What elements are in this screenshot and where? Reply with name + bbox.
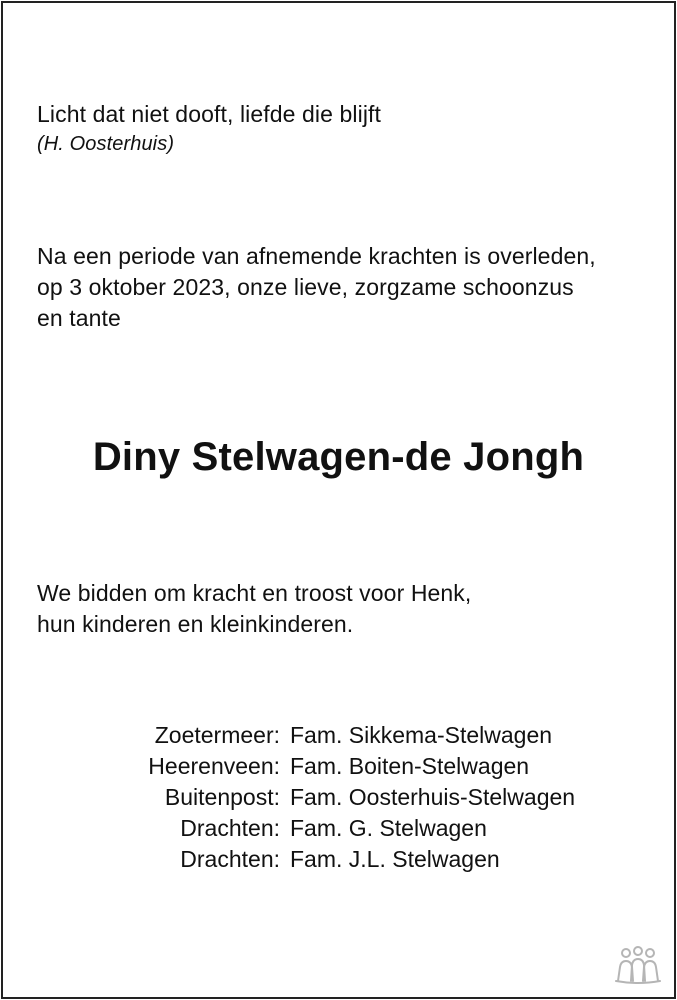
quote-author: (H. Oosterhuis)	[37, 133, 175, 155]
family-place: Drachten:	[180, 846, 280, 872]
announcement-frame	[1, 1, 676, 999]
people-group-icon	[612, 945, 664, 985]
family-row	[3, 782, 677, 813]
family-name: Fam. Boiten-Stelwagen	[290, 753, 530, 779]
intro-line: en tante	[37, 305, 121, 331]
family-place: Drachten:	[180, 815, 280, 841]
quote-text: Licht dat niet dooft, liefde die blijft	[37, 101, 382, 127]
intro-line: Na een periode van afnemende krachten is overleden,	[37, 243, 596, 269]
family-row	[3, 813, 677, 844]
family-row	[3, 720, 677, 751]
deceased-name: Diny Stelwagen-de Jongh	[92, 435, 585, 479]
family-list	[3, 720, 677, 875]
intro-paragraph	[37, 241, 596, 334]
family-name: Fam. G. Stelwagen	[290, 815, 487, 841]
family-name: Fam. Sikkema-Stelwagen	[290, 722, 553, 748]
quote-block	[37, 99, 381, 158]
closing-line: We bidden om kracht en troost voor Henk,	[37, 580, 472, 606]
family-name: Fam. J.L. Stelwagen	[290, 846, 500, 872]
closing-paragraph	[37, 578, 471, 640]
closing-line: hun kinderen en kleinkinderen.	[37, 611, 354, 637]
intro-line: op 3 oktober 2023, onze lieve, zorgzame schoonzus	[37, 274, 574, 300]
family-name: Fam. Oosterhuis-Stelwagen	[290, 784, 576, 810]
family-place: Zoetermeer:	[154, 722, 280, 748]
family-row	[3, 844, 677, 875]
family-place: Heerenveen:	[148, 753, 280, 779]
family-place: Buitenpost:	[164, 784, 280, 810]
family-row	[3, 751, 677, 782]
